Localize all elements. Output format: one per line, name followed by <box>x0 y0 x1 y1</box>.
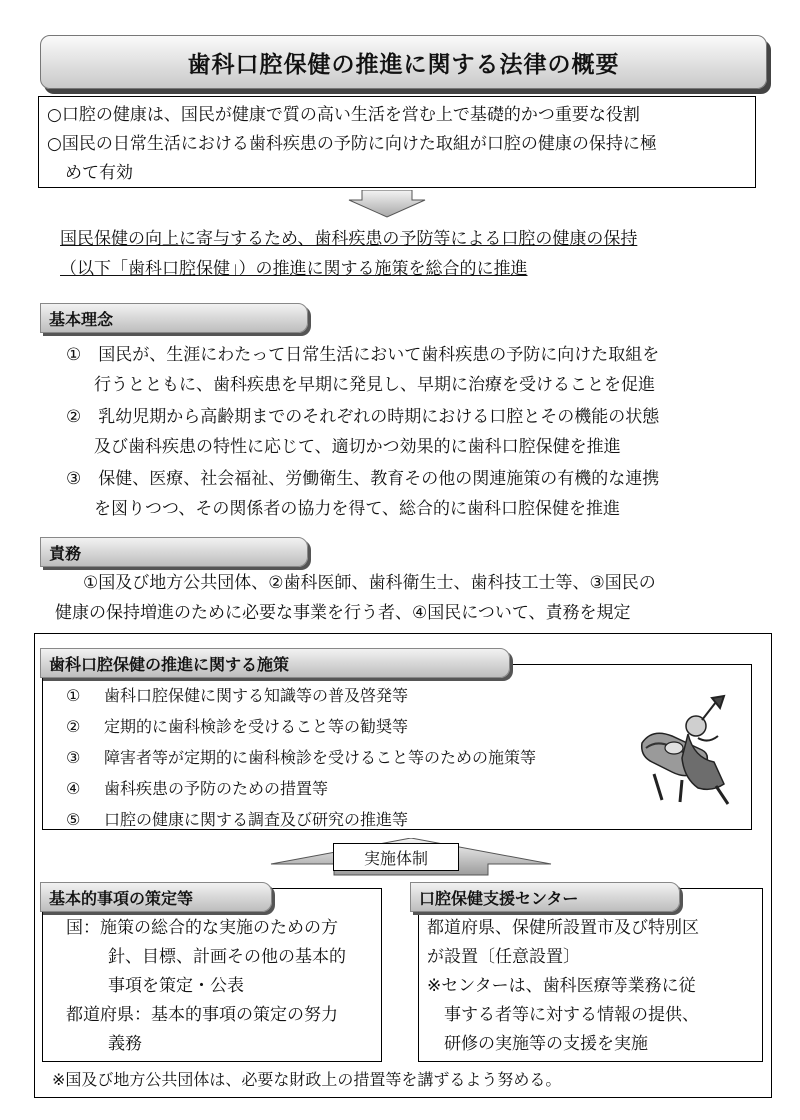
purpose-line: （以下「歯科口腔保健」）の推進に関する施策を総合的に推進 <box>60 259 528 279</box>
item-number: ② <box>66 407 82 427</box>
section-heading-measures: 歯科口腔保健の推進に関する施策 <box>40 648 510 678</box>
section-heading-support-center: 口腔保健支援センター <box>410 882 680 912</box>
section-heading-duties: 責務 <box>40 537 308 567</box>
implementation-label: 実施体制 <box>333 843 459 871</box>
duties-text: ①国及び地方公共団体、②歯科医師、歯科衛生士、歯科技工士等、③国民の 健康の保持増進のために必要な事業を行う者、④国民について、責務を規定 <box>55 573 656 623</box>
measure-item: ③ 障害者等が定期的に歯科検診を受けること等のための施策等 <box>66 748 537 767</box>
measures-list <box>66 680 626 835</box>
measure-item: ⑤ 口腔の健康に関する調査及び研究の推進等 <box>66 810 409 829</box>
dentist-illustration-icon <box>632 688 740 808</box>
measure-item: ② 定期的に歯科検診を受けること等の勧奨等 <box>66 717 409 736</box>
footer-note: ※国及び地方公共団体は、必要な財政上の措置等を講ずるよう努める。 <box>52 1070 562 1089</box>
purpose-text <box>60 224 750 284</box>
intro-line: ○口腔の健康は、国民が健康で質の高い生活を営む上で基礎的かつ重要な役割 <box>47 105 640 125</box>
title-banner <box>40 35 767 89</box>
intro-line: ○国民の日常生活における歯科疾患の予防に向けた取組が口腔の健康の保持に極 <box>47 134 657 154</box>
principle-item: ③ 保健、医療、社会福祉、労働衛生、教育その他の関連施策の有機的な連携 を図りつつ、その関係者の協力を得て、総合的に歯科口腔保健を推進 <box>66 469 660 519</box>
measure-item: ① 歯科口腔保健に関する知識等の普及啓発等 <box>66 686 409 705</box>
support-center-text: 都道府県、保健所設置市及び特別区 が設置〔任意設置〕 ※センターは、歯科医療等業務に従 事する者等に対する情報の提供、 研修の実施等の支援を実施 <box>427 918 699 1054</box>
basic-matters-text: 国：施策の総合的な実施のための方 針、目標、計画その他の基本的 事項を策定・公表 都道府県：基本的事項の策定の努力 義務 <box>66 918 346 1054</box>
measure-item: ④ 歯科疾患の予防のための措置等 <box>66 779 329 798</box>
intro-line: めて有効 <box>65 163 133 183</box>
item-number: ① <box>66 345 82 365</box>
section-heading-basic-matters: 基本的事項の策定等 <box>40 882 272 912</box>
down-arrow-icon <box>348 190 426 218</box>
principle-item: ② 乳幼児期から高齢期までのそれぞれの時期における口腔とその機能の状態 及び歯科疾患の特性に応じて、適切かつ効果的に歯科口腔保健を推進 <box>66 407 660 457</box>
page-title: 歯科口腔保健の推進に関する法律の概要 <box>187 51 620 78</box>
section-heading-principles: 基本理念 <box>40 303 308 333</box>
item-number: ③ <box>66 469 82 489</box>
principle-item: ① 国民が、生涯にわたって日常生活において歯科疾患の予防に向けた取組を 行うとともに、歯科疾患を早期に発見し、早期に治療を受けることを促進 <box>66 345 660 395</box>
purpose-line: 国民保健の向上に寄与するため、歯科疾患の予防等による口腔の健康の保持 <box>60 229 638 249</box>
principles-list <box>66 340 766 526</box>
intro-box <box>38 96 756 188</box>
